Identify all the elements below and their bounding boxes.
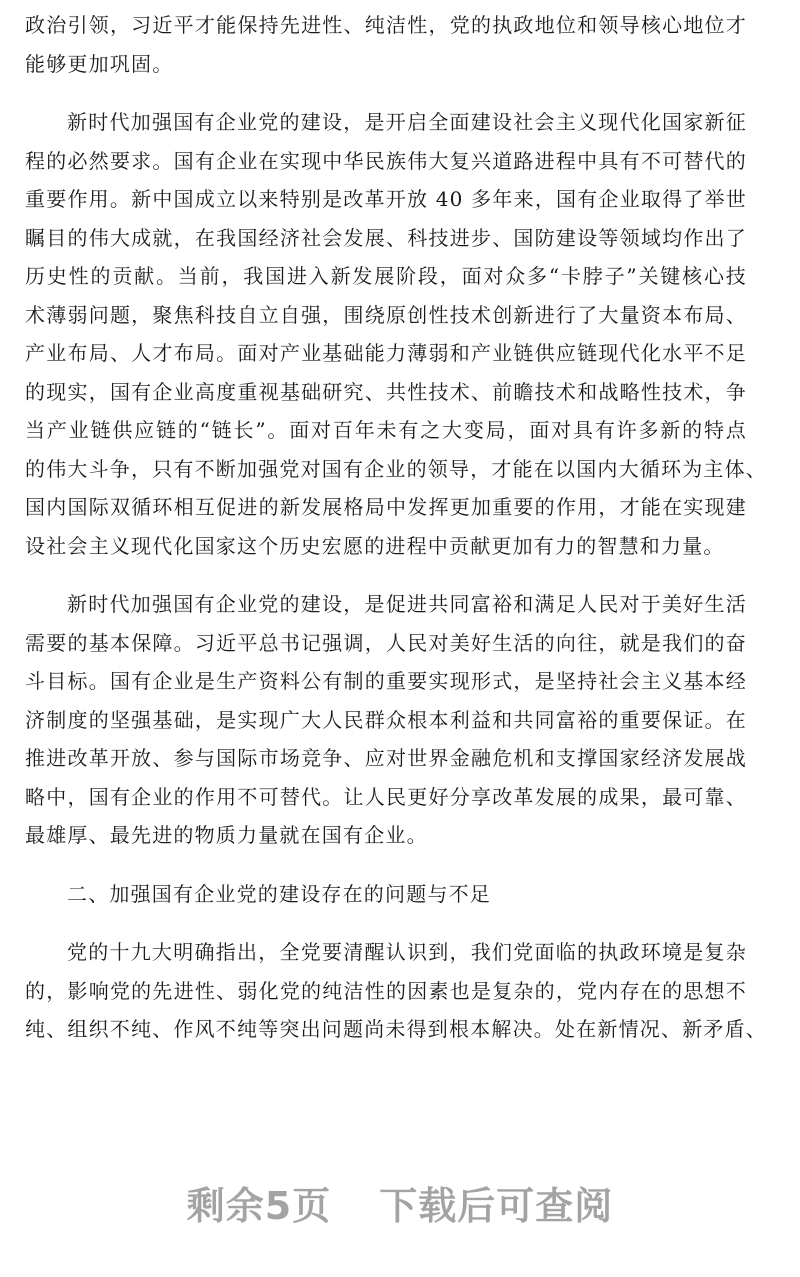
text-line: 的，影响党的先进性、弱化党的纯洁性的因素也是复杂的，党内存在的思想不 [25,978,747,1003]
text-line: 术薄弱问题，聚焦科技自立自强，围绕原创性技术创新进行了大量资本布局、 [25,302,747,327]
text-line: 新时代加强国有企业党的建设，是促进共同富裕和满足人民对于美好生活 [67,592,747,616]
text-line: 政治引领，习近平才能保持先进性、纯洁性，党的执政地位和领导核心地位才 [25,13,747,37]
text-line: 瞩目的伟大成就，在我国经济社会发展、科技进步、国防建设等领域均作出了 [25,225,747,250]
text-line: 纯、组织不纯、作风不纯等突出问题尚未得到根本解决。处在新情况、新矛盾、 [25,1017,767,1041]
text-line: 最雄厚、最先进的物质力量就在国有企业。 [25,823,428,847]
remaining-pages-label: 剩余5页 [186,1184,332,1228]
download-prompt-banner[interactable] [0,1175,800,1230]
text-line: 新时代加强国有企业党的建设，是开启全面建设社会主义现代化国家新征 [67,110,747,134]
download-to-view-label[interactable]: 下载后可查阅 [379,1184,614,1228]
text-line: 程的必然要求。国有企业在实现中华民族伟大复兴道路进程中具有不可替代的 [25,148,747,173]
text-line: 济制度的坚强基础，是实现广大人民群众根本利益和共同富裕的重要保证。在 [25,707,747,732]
section-heading [25,875,747,914]
document-body [25,6,767,1069]
paragraph-3 [25,585,747,855]
text-line: 产业布局、人才布局。面对产业基础能力薄弱和产业链供应链现代化水平不足 [25,341,747,365]
text-line: 国内国际双循环相互促进的新发展格局中发挥更加重要的作用，才能在实现建 [25,495,747,519]
text-line: 党的十九大明确指出，全党要清醒认识到，我们党面临的执政环境是复杂 [67,940,747,964]
paragraph-1 [25,6,747,83]
text-line: 当产业链供应链的“链长”。面对百年未有之大变局，面对具有许多新的特点 [25,418,747,442]
text-line: 能够更加巩固。 [25,51,174,76]
text-line: 历史性的贡献。当前，我国进入新发展阶段，面对众多“卡脖子”关键核心技 [25,264,747,288]
section-heading-text: 二、加强国有企业党的建设存在的问题与不足 [67,881,491,906]
paragraph-4 [25,933,767,1049]
text-line: 略中，国有企业的作用不可替代。让人民更好分享改革发展的成果，最可靠、 [25,784,747,809]
text-line: 重要作用。新中国成立以来特别是改革开放 40 多年来，国有企业取得了举世 [25,187,747,211]
text-line: 需要的基本保障。习近平总书记强调，人民对美好生活的向往，就是我们的奋 [25,630,747,655]
paragraph-2 [25,103,767,565]
text-line: 的现实，国有企业高度重视基础研究、共性技术、前瞻技术和战略性技术，争 [25,379,747,404]
text-line: 斗目标。国有企业是生产资料公有制的重要实现形式，是坚持社会主义基本经 [25,669,747,693]
text-line: 设社会主义现代化国家这个历史宏愿的进程中贡献更加有力的智慧和力量。 [25,533,725,558]
text-line: 的伟大斗争，只有不断加强党对国有企业的领导，才能在以国内大循环为主体、 [25,456,767,481]
text-line: 推进改革开放、参与国际市场竞争、应对世界金融危机和支撑国家经济发展战 [25,746,747,770]
